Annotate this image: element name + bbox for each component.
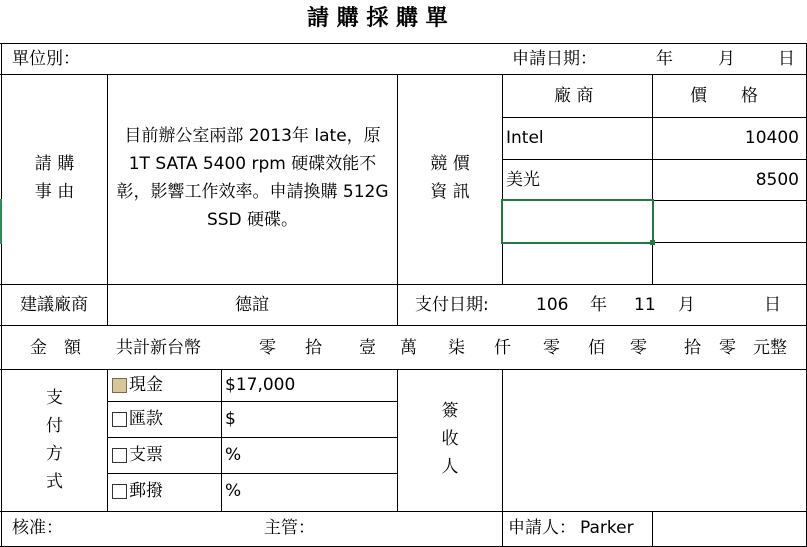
grid-line	[0, 511, 807, 512]
amount-prefix: 共計新台幣	[116, 338, 201, 358]
cash-checkbox[interactable]	[112, 378, 127, 393]
fill-handle[interactable]	[650, 240, 655, 245]
pay-year-label: 年	[590, 295, 607, 315]
postal-amount[interactable]: %	[225, 481, 242, 501]
unit-label: 單位別：	[12, 49, 80, 69]
suggest-label: 建議廠商	[20, 295, 88, 315]
transfer-amount[interactable]: $	[225, 409, 236, 429]
grid-line	[107, 369, 108, 511]
reason-label	[2, 150, 107, 206]
quote-price-cell[interactable]: 10400	[744, 128, 799, 148]
amount-digit: 柒	[448, 338, 465, 358]
form-title: 請 購 採 購 單	[307, 6, 448, 31]
postal-checkbox[interactable]	[112, 484, 127, 499]
payment-label-char: 付	[46, 416, 63, 436]
cash-amount[interactable]: $17,000	[225, 375, 296, 395]
signee-label-char: 簽	[441, 401, 459, 421]
pay-date-label: 支付日期:	[415, 295, 489, 315]
grid-line	[107, 473, 398, 474]
amount-unit: 萬	[400, 338, 417, 358]
payment-label	[2, 384, 107, 496]
amount-digit: 零	[630, 338, 647, 358]
amount-unit: 仟	[494, 338, 511, 358]
quote-vendor-cell[interactable]: 美光	[506, 170, 540, 190]
applicant-label: 申請人：	[508, 518, 576, 538]
row-edge-marker	[0, 199, 2, 244]
amount-unit: 佰	[588, 338, 605, 358]
amount-suffix: 元整	[753, 338, 787, 358]
grid-line	[0, 369, 807, 370]
grid-line	[0, 284, 807, 285]
amount-digit: 零	[259, 338, 276, 358]
supervisor-label: 主管：	[264, 518, 315, 538]
check-checkbox[interactable]	[112, 448, 127, 463]
amount-unit: 拾	[684, 338, 701, 358]
payment-label-char: 方	[46, 444, 63, 464]
quotes-label-line1: 競 價	[430, 154, 470, 174]
cash-label: 現金	[129, 375, 163, 395]
reason-text-line: SSD 硬碟。	[206, 210, 299, 230]
check-label: 支票	[129, 445, 163, 465]
price-header: 價 格	[690, 86, 758, 106]
amount-label: 金 額	[30, 338, 81, 358]
applicant-name[interactable]: Parker	[580, 518, 634, 538]
grid-line	[221, 369, 222, 511]
selected-cell[interactable]	[501, 199, 654, 244]
date-label: 申請日期：	[512, 49, 597, 69]
amount-digit: 零	[719, 338, 736, 358]
payment-label-char: 支	[46, 388, 63, 408]
grid-line	[652, 74, 653, 284]
transfer-label: 匯款	[129, 409, 163, 429]
year-label: 年	[656, 49, 673, 69]
grid-line	[502, 369, 503, 547]
amount-unit: 拾	[305, 338, 322, 358]
amount-digit: 零	[543, 338, 560, 358]
reason-text-line: 目前辦公室兩部 2013年 late，原	[124, 126, 381, 146]
quote-price-cell[interactable]: 8500	[755, 170, 799, 190]
reason-text-line: 彰，影響工作效率。申請換購 512G	[116, 182, 389, 202]
suggest-value[interactable]: 德誼	[235, 295, 269, 315]
pay-month-label: 月	[678, 295, 695, 315]
grid-line	[0, 74, 807, 75]
grid-line	[502, 159, 807, 160]
signee-label-char: 收	[441, 429, 459, 449]
reason-text[interactable]	[108, 122, 397, 234]
pay-month-value[interactable]: 11	[634, 295, 656, 315]
grid-line	[107, 401, 398, 402]
quotes-label	[398, 150, 502, 206]
quotes-label-line2: 資 訊	[430, 182, 470, 202]
approve-label: 核准：	[12, 518, 63, 538]
grid-line	[107, 437, 398, 438]
pay-year-value[interactable]: 106	[536, 295, 569, 315]
grid-line	[502, 74, 503, 284]
grid-line	[0, 325, 807, 326]
check-amount[interactable]: %	[225, 445, 242, 465]
quote-vendor-cell[interactable]: Intel	[506, 128, 544, 148]
postal-label: 郵撥	[129, 481, 163, 501]
month-label: 月	[718, 49, 735, 69]
signee-label	[398, 397, 502, 481]
pay-day-label: 日	[764, 295, 781, 315]
grid-line	[652, 511, 653, 547]
reason-label-line1: 請 購	[34, 154, 75, 174]
grid-line	[0, 43, 807, 44]
day-label: 日	[778, 49, 795, 69]
reason-text-line: 1T SATA 5400 rpm 硬碟效能不	[128, 154, 377, 174]
amount-digit: 壹	[359, 338, 376, 358]
payment-label-char: 式	[46, 472, 63, 492]
vendor-header: 廠 商	[554, 86, 594, 106]
signee-label-char: 人	[441, 457, 459, 477]
reason-label-line2: 事 由	[34, 182, 75, 202]
transfer-checkbox[interactable]	[112, 412, 127, 427]
grid-line	[502, 117, 807, 118]
